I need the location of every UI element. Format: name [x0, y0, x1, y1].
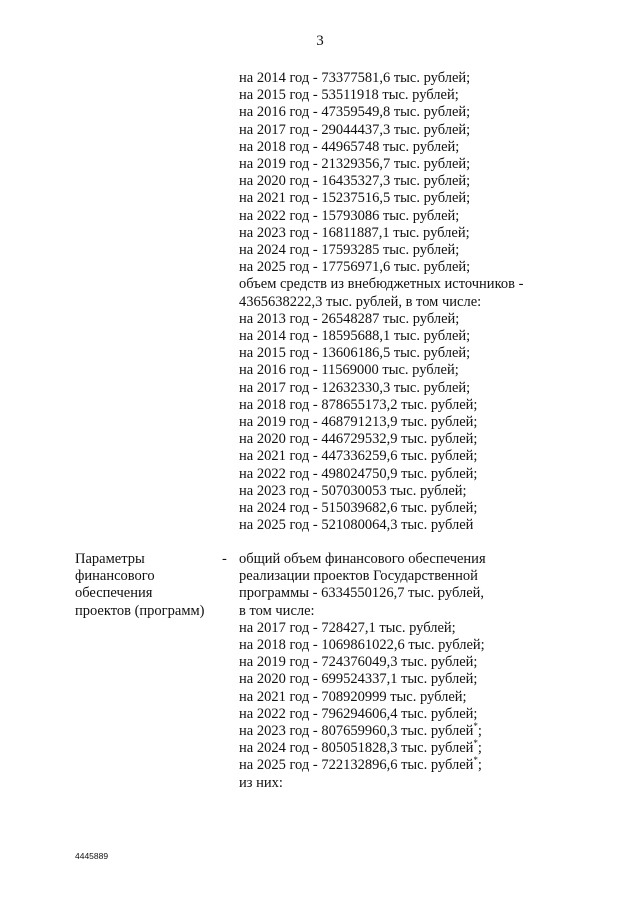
project-funding-text: на 2017 год - 728427,1 тыс. рублей;: [239, 619, 456, 636]
section-dash: -: [222, 551, 227, 567]
funding-line: на 2021 год - 447336259,6 тыс. рублей;: [239, 448, 478, 465]
section-label-line: финансового: [75, 568, 155, 585]
project-funding-line: [239, 757, 569, 774]
project-funding-line: [239, 671, 569, 688]
funding-line: на 2024 год - 17593285 тыс. рублей;: [239, 242, 460, 259]
intro-line: общий объем финансового обеспечения: [239, 551, 486, 567]
page-number: 3: [316, 33, 324, 49]
funding-line: на 2017 год - 29044437,3 тыс. рублей;: [239, 121, 471, 138]
project-funding-line: [239, 654, 569, 671]
funding-line: на 2023 год - 507030053 тыс. рублей;: [239, 482, 467, 499]
projects-funding-list: [239, 551, 569, 792]
line-suffix: ;: [477, 757, 482, 774]
intro-line: в том числе:: [239, 602, 315, 619]
footnote-marker: *: [473, 755, 478, 766]
funding-by-year-list: [239, 70, 569, 534]
funding-line: на 2025 год - 521080064,3 тыс. рублей: [239, 517, 474, 534]
funding-line: на 2016 год - 47359549,8 тыс. рублей;: [239, 104, 471, 121]
funding-line: на 2020 год - 16435327,3 тыс. рублей;: [239, 173, 471, 190]
funding-line: на 2013 год - 26548287 тыс. рублей;: [239, 310, 460, 327]
project-funding-line: [239, 740, 569, 757]
project-funding-line: [239, 723, 569, 740]
closing-line: из них:: [239, 774, 283, 791]
funding-line: на 2014 год - 18595688,1 тыс. рублей;: [239, 328, 471, 345]
line-suffix: ;: [477, 740, 482, 757]
funding-line: на 2025 год - 17756971,6 тыс. рублей;: [239, 259, 471, 276]
section-label-line: проектов (программ): [75, 602, 205, 619]
section-label-line: обеспечения: [75, 585, 153, 602]
funding-line: на 2015 год - 13606186,5 тыс. рублей;: [239, 345, 471, 362]
project-funding-line: [239, 706, 569, 723]
project-funding-line: [239, 637, 569, 654]
footnote-marker: *: [473, 738, 478, 749]
project-funding-text: на 2020 год - 699524337,1 тыс. рублей;: [239, 671, 478, 688]
section-label: [75, 551, 225, 620]
project-funding-text: на 2019 год - 724376049,3 тыс. рублей;: [239, 654, 478, 671]
funding-line: на 2024 год - 515039682,6 тыс. рублей;: [239, 500, 478, 517]
intro-line: программы - 6334550126,7 тыс. рублей,: [239, 585, 485, 602]
project-funding-text: на 2021 год - 708920999 тыс. рублей;: [239, 688, 467, 705]
funding-line: на 2018 год - 878655173,2 тыс. рублей;: [239, 396, 478, 413]
line-suffix: ;: [477, 723, 482, 740]
funding-line: объем средств из внебюджетных источников -: [239, 276, 524, 293]
funding-line: на 2022 год - 15793086 тыс. рублей;: [239, 207, 460, 224]
funding-line: на 2017 год - 12632330,3 тыс. рублей;: [239, 379, 471, 396]
funding-line: на 2014 год - 73377581,6 тыс. рублей;: [239, 70, 471, 86]
funding-line: на 2022 год - 498024750,9 тыс. рублей;: [239, 465, 478, 482]
funding-line: на 2021 год - 15237516,5 тыс. рублей;: [239, 190, 471, 207]
footnote-marker: *: [473, 721, 478, 732]
section-label-line: Параметры: [75, 551, 145, 567]
funding-line: на 2015 год - 53511918 тыс. рублей;: [239, 87, 459, 104]
project-funding-text: на 2018 год - 1069861022,6 тыс. рублей;: [239, 637, 485, 654]
intro-line: реализации проектов Государственной: [239, 568, 478, 585]
project-funding-text: на 2022 год - 796294606,4 тыс. рублей;: [239, 705, 478, 722]
funding-line: на 2019 год - 468791213,9 тыс. рублей;: [239, 414, 478, 431]
project-funding-text: на 2024 год - 805051828,3 тыс. рублей: [239, 740, 474, 757]
document-id: 4445889: [75, 851, 109, 861]
project-funding-line: [239, 689, 569, 706]
funding-line: на 2023 год - 16811887,1 тыс. рублей;: [239, 224, 470, 241]
funding-line: на 2020 год - 446729532,9 тыс. рублей;: [239, 431, 478, 448]
funding-line: на 2016 год - 11569000 тыс. рублей;: [239, 362, 459, 379]
funding-line: 4365638222,3 тыс. рублей, в том числе:: [239, 293, 482, 310]
project-funding-line: [239, 620, 569, 637]
funding-line: на 2018 год - 44965748 тыс. рублей;: [239, 138, 460, 155]
project-funding-text: на 2025 год - 722132896,6 тыс. рублей: [239, 757, 474, 774]
project-funding-text: на 2023 год - 807659960,3 тыс. рублей: [239, 723, 474, 740]
funding-line: на 2019 год - 21329356,7 тыс. рублей;: [239, 156, 471, 173]
